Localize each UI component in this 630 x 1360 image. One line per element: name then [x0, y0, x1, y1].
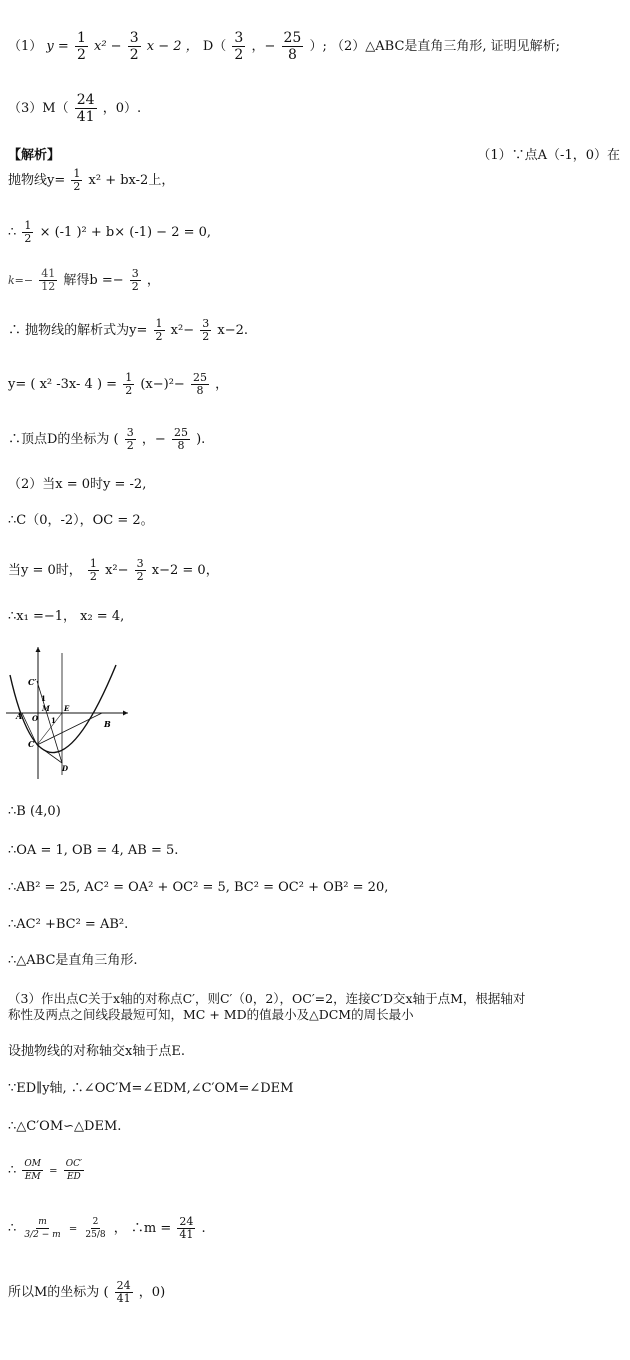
- parabola-figure: [4, 645, 132, 781]
- figure-label-1a: 1: [41, 694, 46, 703]
- analysis-line-12: ∴OA = 1, OB = 4, AB = 5.: [8, 843, 179, 858]
- figure-label-C-prime: C′: [28, 677, 37, 687]
- analysis-line-13: ∴AB² = 25, AC² = OA² + OC² = 5, BC² = OC² + OB² = 20,: [8, 880, 389, 895]
- figure-label-1b: 1: [51, 716, 56, 725]
- figure-label-A: A: [16, 711, 23, 721]
- answer-line-3: （3）M（ $\frac{24}{41}$ ，0）.: [8, 92, 142, 125]
- figure-label-O: O: [32, 714, 39, 723]
- analysis-line-10: ∴x₁ =−1， x₂ = 4,: [8, 609, 125, 624]
- analysis-line-22: 所以M的坐标为 ( $\frac{24}{41}$ ，0): [8, 1279, 166, 1305]
- figure-label-M: M: [42, 704, 50, 713]
- analysis-line-6: ∴顶点D的坐标为 ( $\frac{3}{2}$ ，− $\frac{25}{8}$ ).: [8, 426, 206, 452]
- analysis-line-17: 设抛物线的对称轴交x轴于点E.: [8, 1044, 185, 1059]
- analysis-intro-right: （1）∵点A（-1，0）在: [477, 148, 620, 163]
- analysis-line-19: ∴△C′OM∽△DEM.: [8, 1119, 122, 1134]
- analysis-line-9: 当y = 0时， $\frac{1}{2}$ x²− $\frac{3}{2}$ x−2 = 0，: [8, 557, 219, 583]
- analysis-line-4: ∴ 抛物线的解析式为y= $\frac{1}{2}$ x²− $\frac{3}{2}$ x−2.: [8, 317, 249, 343]
- figure-label-C: C: [28, 739, 35, 749]
- answer-line-1: （1） y = $\frac{1}{2}$ x² − $\frac{3}{2}$ x − 2 ， D（ $\frac{3}{2}$ ，− $\frac{25}{8}$ ）; （2）△ABC是直角三角形, 证明见解析;: [8, 30, 561, 63]
- analysis-line-11: ∴B (4,0): [8, 804, 61, 819]
- figure-label-D: D: [62, 764, 69, 773]
- analysis-line-16a: （3）作出点C关于x轴的对称点C′，则C′（0，2），OC′=2，连接C′D交x轴于点M，根据轴对: [8, 991, 526, 1006]
- figure-label-E: E: [64, 704, 70, 713]
- analysis-line-14: ∴AC² +BC² = AB².: [8, 917, 129, 932]
- analysis-line-5: y= ( x² -3x- 4 ) = $\frac{1}{2}$ (x−)²− $\frac{25}{8}$ ，: [8, 371, 229, 397]
- analysis-line-15: ∴△ABC是直角三角形.: [8, 953, 138, 968]
- analysis-line-7: （2）当x = 0时y = -2,: [8, 477, 147, 492]
- analysis-header: 【解析】: [8, 148, 61, 163]
- analysis-line-16b: 称性及两点之间线段最短可知，MC + MD的值最小及△DCM的周长最小: [8, 1007, 414, 1022]
- analysis-line-20: ∴ $\frac{OM}{EM}$ = $\frac{OC'}{ED}$: [8, 1159, 82, 1182]
- analysis-line-3: k=− $\frac{41}{12}$ 解得b =− $\frac{3}{2}$ ，: [8, 267, 160, 293]
- analysis-line-18: ∵ED∥y轴, ∴∠OC′M=∠EDM,∠C′OM=∠DEM: [8, 1081, 294, 1096]
- analysis-line-21: ∴ $\frac{m}{3/2 - m}$ = $\frac{2}{25/8}$ ， ∴m = $\frac{24}{41}$ .: [8, 1215, 206, 1241]
- figure-label-B: B: [104, 719, 111, 729]
- analysis-line-1: 抛物线y= $\frac{1}{2}$ x² + bx-2上，: [8, 167, 175, 193]
- analysis-line-8: ∴C（0，-2），OC = 2。: [8, 513, 154, 528]
- analysis-line-2: ∴ $\frac{1}{2}$ × (-1 )² + b× (-1) − 2 = 0,: [8, 219, 212, 245]
